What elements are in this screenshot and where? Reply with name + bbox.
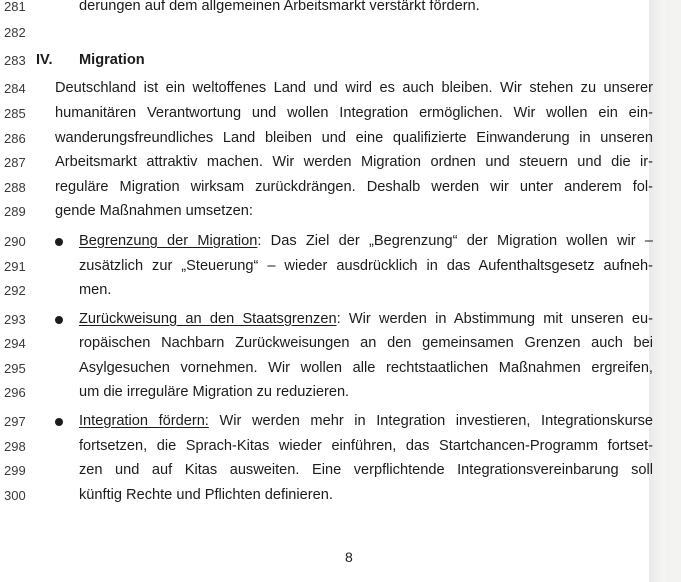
paragraph-line: reguläre Migration wirksam zurückdrängen. Deshalb werden wir unter anderem fol-: [55, 179, 653, 195]
list-item-text: : Das Ziel der „Begrenzung“ der Migration wollen wir –: [257, 233, 653, 249]
list-item-line: fortsetzen, die Sprach-Kitas wieder einführen, das Startchancen-Programm fortset-: [79, 438, 653, 454]
list-item-line: künftig Rechte und Pflichten definieren.: [79, 487, 333, 503]
line-number: 293: [4, 312, 26, 327]
bullet-icon: [55, 418, 63, 426]
list-item-heading: Integration fördern:: [79, 413, 209, 429]
paragraph-line: gende Maßnahmen umsetzen:: [55, 203, 253, 219]
line-number: 298: [4, 439, 26, 454]
list-item-first-line: [79, 232, 653, 250]
list-item-heading: Zurückweisung an den Staatsgrenzen: [79, 311, 337, 327]
list-item-line: zusätzlich zur „Steuerung“ – wieder ausdrücklich in das Aufenthaltsgesetz aufneh-: [79, 258, 653, 274]
list-item-text: : Wir werden in Abstimmung mit unseren eu-: [336, 311, 653, 327]
line-number: 300: [4, 488, 26, 503]
line-number: 286: [4, 131, 26, 146]
list-item-heading: Begrenzung der Migration: [79, 233, 258, 249]
line-number: 294: [4, 336, 26, 351]
list-item-first-line: [79, 412, 653, 430]
list-item-line: ropäischen Nachbarn Zurückweisungen an den gemeinsamen Grenzen auch bei: [79, 335, 653, 351]
line-number: 281: [4, 0, 26, 14]
line-number: 284: [4, 81, 26, 96]
list-item-line: Asylgesuchen vornehmen. Wir wollen alle rechtstaatlichen Maßnahmen ergreifen,: [79, 360, 653, 376]
line-number: 282: [4, 25, 26, 40]
list-item-first-line: [79, 310, 653, 328]
line-number: 289: [4, 204, 26, 219]
line-number: 292: [4, 283, 26, 298]
paragraph-line: Arbeitsmarkt attraktiv machen. Wir werden Migration ordnen und steuern und die ir-: [55, 154, 653, 170]
line-number: 285: [4, 106, 26, 121]
list-item-text: Wir werden mehr in Integration investieren, Integrationskurse: [208, 413, 653, 429]
paragraph-line: Deutschland ist ein weltoffenes Land und wird es auch bleiben. Wir stehen zu unserer: [55, 80, 653, 96]
line-number: 288: [4, 180, 26, 195]
line-number: 296: [4, 385, 26, 400]
line-number: 297: [4, 414, 26, 429]
section-title: Migration: [79, 52, 145, 68]
list-item-line: zen und auf Kitas ausweiten. Eine verpflichtende Integrationsvereinbarung soll: [79, 462, 653, 478]
line-number: 299: [4, 463, 26, 478]
line-number: 291: [4, 259, 26, 274]
line-number: 287: [4, 155, 26, 170]
paragraph-line: wanderungsfreundliches Land bleiben und eine qualifizierte Einwanderung in unseren: [55, 130, 653, 146]
bullet-icon: [55, 316, 63, 324]
section-number: IV.: [36, 52, 53, 68]
page-number: 8: [345, 549, 353, 565]
paragraph-line: humanitären Verantwortung und wollen Integration ermöglichen. Wir wollen ein ein-: [55, 105, 653, 121]
line-number: 290: [4, 234, 26, 249]
list-item-line: um die irreguläre Migration zu reduzieren.: [79, 384, 350, 400]
list-item-line: men.: [79, 282, 112, 298]
line-number: 295: [4, 361, 26, 376]
previous-paragraph-line: derungen auf dem allgemeinen Arbeitsmarkt verstärkt fördern.: [79, 0, 480, 14]
bullet-icon: [55, 238, 63, 246]
line-number: 283: [4, 53, 26, 68]
